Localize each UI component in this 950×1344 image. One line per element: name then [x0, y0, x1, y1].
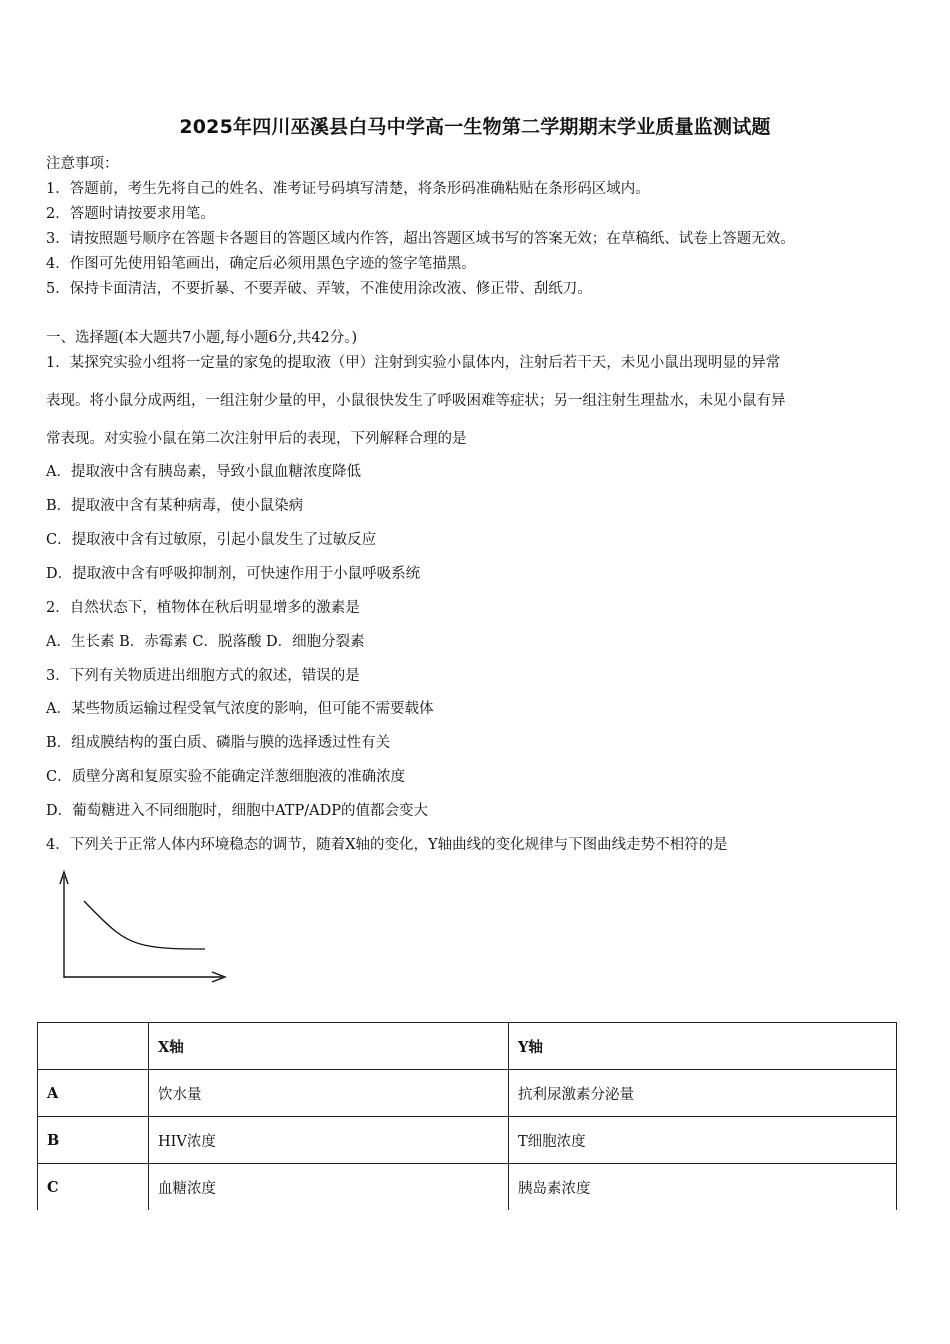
table-row	[38, 1117, 897, 1164]
table-header-cell	[38, 1023, 149, 1070]
q4-stem: 4．下列关于正常人体内环境稳态的调节，随着X轴的变化，Y轴曲线的变化规律与下图曲线走势不相符的是	[46, 837, 728, 853]
q4-table	[37, 1022, 897, 1210]
table-row-label: A	[38, 1070, 149, 1117]
q1-stem-line-3: 常表现。对实验小鼠在第二次注射甲后的表现，下列解释合理的是	[46, 431, 467, 447]
exam-title: 2025年四川巫溪县白马中学高一生物第二学期期末学业质量监测试题	[179, 116, 771, 138]
q1-stem-line-1: 1．某探究实验小组将一定量的家兔的提取液（甲）注射到实验小鼠体内，注射后若干天，未见小鼠出现明显的异常	[46, 355, 781, 371]
table-header-row	[38, 1023, 897, 1070]
q1-option-c: C．提取液中含有过敏原，引起小鼠发生了过敏反应	[46, 532, 377, 548]
table-row	[38, 1164, 897, 1211]
decreasing-curve	[84, 901, 205, 949]
table-cell: 血糖浓度	[149, 1164, 509, 1211]
q1-option-b: B．提取液中含有某种病毒，使小鼠染病	[46, 498, 304, 514]
table-header-x: X轴	[149, 1023, 509, 1070]
q3-option-b: B．组成膜结构的蛋白质、磷脂与膜的选择透过性有关	[46, 735, 391, 751]
q2-stem: 2．自然状态下，植物体在秋后明显增多的激素是	[46, 600, 360, 616]
notice-heading: 注意事项：	[46, 156, 119, 172]
q3-stem: 3．下列有关物质进出细胞方式的叙述，错误的是	[46, 668, 360, 684]
table-header-y: Y轴	[509, 1023, 897, 1070]
notice-item-2: 2．答题时请按要求用笔。	[46, 206, 215, 222]
table-cell: 抗利尿激素分泌量	[509, 1070, 897, 1117]
table-cell: 胰岛素浓度	[509, 1164, 897, 1211]
q1-option-d: D．提取液中含有呼吸抑制剂，可快速作用于小鼠呼吸系统	[46, 566, 421, 582]
table-cell: 饮水量	[149, 1070, 509, 1117]
q2-options: A．生长素 B．赤霉素 C．脱落酸 D．细胞分裂素	[46, 634, 365, 650]
table-cell: T细胞浓度	[509, 1117, 897, 1164]
table-row-label: B	[38, 1117, 149, 1164]
notice-item-3: 3．请按照题号顺序在答题卡各题目的答题区域内作答，超出答题区域书写的答案无效；在草稿纸、试卷上答题无效。	[46, 231, 795, 247]
q4-curve-figure	[52, 868, 232, 986]
q3-option-c: C．质壁分离和复原实验不能确定洋葱细胞液的准确浓度	[46, 769, 406, 785]
y-axis-arrow-icon	[60, 872, 68, 978]
q1-stem-line-2: 表现。将小鼠分成两组，一组注射少量的甲，小鼠很快发生了呼吸困难等症状；另一组注射生理盐水，未见小鼠有异	[46, 393, 786, 409]
table-row	[38, 1070, 897, 1117]
q3-option-d: D．葡萄糖进入不同细胞时，细胞中ATP/ADP的值都会变大	[46, 803, 428, 819]
table-row-label: C	[38, 1164, 149, 1211]
q3-option-a: A．某些物质运输过程受氧气浓度的影响，但可能不需要载体	[46, 701, 434, 717]
table-cell: HIV浓度	[149, 1117, 509, 1164]
x-axis-arrow-icon	[64, 972, 225, 982]
section-heading: 一、选择题(本大题共7小题,每小题6分,共42分。)	[46, 330, 358, 346]
q1-option-a: A．提取液中含有胰岛素，导致小鼠血糖浓度降低	[46, 464, 361, 480]
notice-item-5: 5．保持卡面清洁，不要折暴、不要弄破、弄皱，不准使用涂改液、修正带、刮纸刀。	[46, 281, 592, 297]
notice-item-1: 1．答题前，考生先将自己的姓名、准考证号码填写清楚，将条形码准确粘贴在条形码区域内。	[46, 181, 650, 197]
notice-item-4: 4．作图可先使用铅笔画出，确定后必须用黑色字迹的签字笔描黑。	[46, 256, 476, 272]
